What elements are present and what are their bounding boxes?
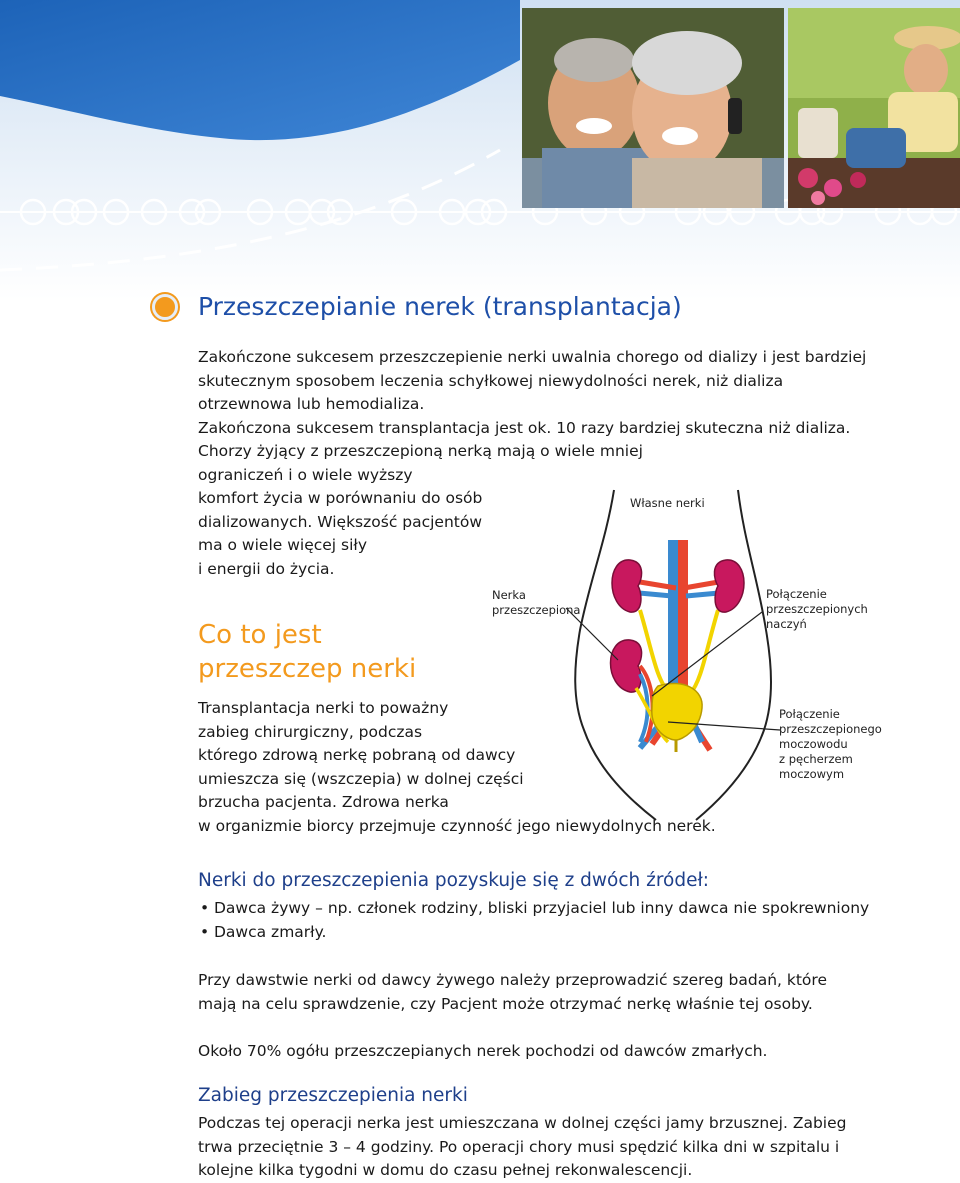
label-line: Nerka bbox=[492, 588, 526, 602]
kidney-transplant-diagram bbox=[480, 480, 960, 840]
photo-elderly-couple bbox=[522, 8, 784, 208]
sources-list bbox=[200, 897, 869, 944]
label-own-kidneys: Własne nerki bbox=[630, 496, 705, 510]
section-heading-what-is bbox=[198, 618, 416, 686]
intro-line: ograniczeń i o wiele wyższy bbox=[198, 465, 413, 484]
section-heading-sources: Nerki do przeszczepienia pozyskuje się z dwóch źródeł: bbox=[198, 870, 709, 891]
list-item: • Dawca żywy – np. członek rodziny, bliski przyjaciel lub inny dawca nie spokrewniony bbox=[200, 897, 869, 921]
label-line: przeszczepionych bbox=[766, 602, 868, 616]
label-transplanted-kidney bbox=[492, 588, 580, 618]
own-kidney-left bbox=[612, 560, 642, 612]
intro-line: komfort życia w porównaniu do osób bbox=[198, 489, 483, 507]
body-line: w organizmie biorcy przejmuje czynność jego niewydolnych nerek. bbox=[198, 816, 716, 835]
body-line: kolejne kilka tygodni w domu do czasu pełnej rekonwalescencji. bbox=[198, 1161, 693, 1179]
heading-line: Co to jest bbox=[198, 620, 322, 650]
body-line: Podczas tej operacji nerka jest umieszczana w dolnej części jamy brzusznej. Zabieg bbox=[198, 1114, 847, 1132]
label-line: Połączenie bbox=[779, 707, 840, 721]
list-item: • Dawca zmarły. bbox=[200, 921, 869, 945]
intro-line: skutecznym sposobem leczenia schyłkowej niewydolności nerek, niż dializa bbox=[198, 371, 784, 390]
body-line: Transplantacja nerki to poważny bbox=[198, 699, 449, 717]
body-line: trwa przeciętnie 3 – 4 godziny. Po operacji chory musi spędzić kilka dni w szpitalu i bbox=[198, 1137, 840, 1156]
label-line: Połączenie bbox=[766, 587, 827, 601]
label-line: przeszczepionego bbox=[779, 722, 882, 736]
page-title: Przeszczepianie nerek (transplantacja) bbox=[198, 292, 682, 321]
title-bullet-icon bbox=[152, 294, 178, 320]
body-line: Przy dawstwie nerki od dawcy żywego należy przeprowadzić szereg badań, które bbox=[198, 971, 827, 989]
heading-line: przeszczep nerki bbox=[198, 654, 417, 684]
label-ureter-connection bbox=[779, 707, 882, 782]
intro-line: dializowanych. Większość pacjentów bbox=[198, 512, 483, 531]
surgery-paragraph bbox=[198, 1112, 846, 1183]
intro-line: ma o wiele więcej siły bbox=[198, 536, 367, 554]
intro-line: Zakończona sukcesem transplantacja jest ok. 10 razy bardziej skuteczna niż dializa. bbox=[198, 418, 851, 437]
section-heading-surgery: Zabieg przeszczepienia nerki bbox=[198, 1085, 468, 1106]
photo-woman-gardening bbox=[788, 8, 960, 208]
label-vessel-connection bbox=[766, 587, 868, 632]
body-line: zabieg chirurgiczny, podczas bbox=[198, 722, 423, 741]
body-line: brzucha pacjenta. Zdrowa nerka bbox=[198, 793, 449, 811]
living-donor-paragraph bbox=[198, 969, 827, 1016]
transplanted-kidney bbox=[611, 640, 642, 692]
intro-line: i energii do życia. bbox=[198, 559, 335, 578]
body-line: mają na celu sprawdzenie, czy Pacjent może otrzymać nerkę właśnie tej osoby. bbox=[198, 994, 813, 1013]
own-kidney-right bbox=[714, 560, 744, 612]
body-line: którego zdrową nerkę pobraną od dawcy bbox=[198, 746, 516, 764]
body-line: umieszcza się (wszczepia) w dolnej części bbox=[198, 769, 524, 788]
label-line: przeszczepiona bbox=[492, 603, 581, 617]
label-line: moczowym bbox=[779, 767, 845, 781]
intro-line: otrzewnowa lub hemodializa. bbox=[198, 395, 425, 413]
label-line: z pęcherzem bbox=[779, 752, 853, 766]
label-line: moczowodu bbox=[779, 737, 848, 751]
deceased-donor-stat: Około 70% ogółu przeszczepianych nerek pochodzi od dawców zmarłych. bbox=[198, 1042, 768, 1060]
intro-line: Chorzy żyjący z przeszczepioną nerką mają o wiele mniej bbox=[198, 442, 643, 460]
ureter-right bbox=[690, 610, 718, 694]
label-line: naczyń bbox=[766, 617, 807, 631]
intro-line: Zakończone sukcesem przeszczepienie nerki uwalnia chorego od dializy i jest bardziej bbox=[198, 348, 867, 366]
